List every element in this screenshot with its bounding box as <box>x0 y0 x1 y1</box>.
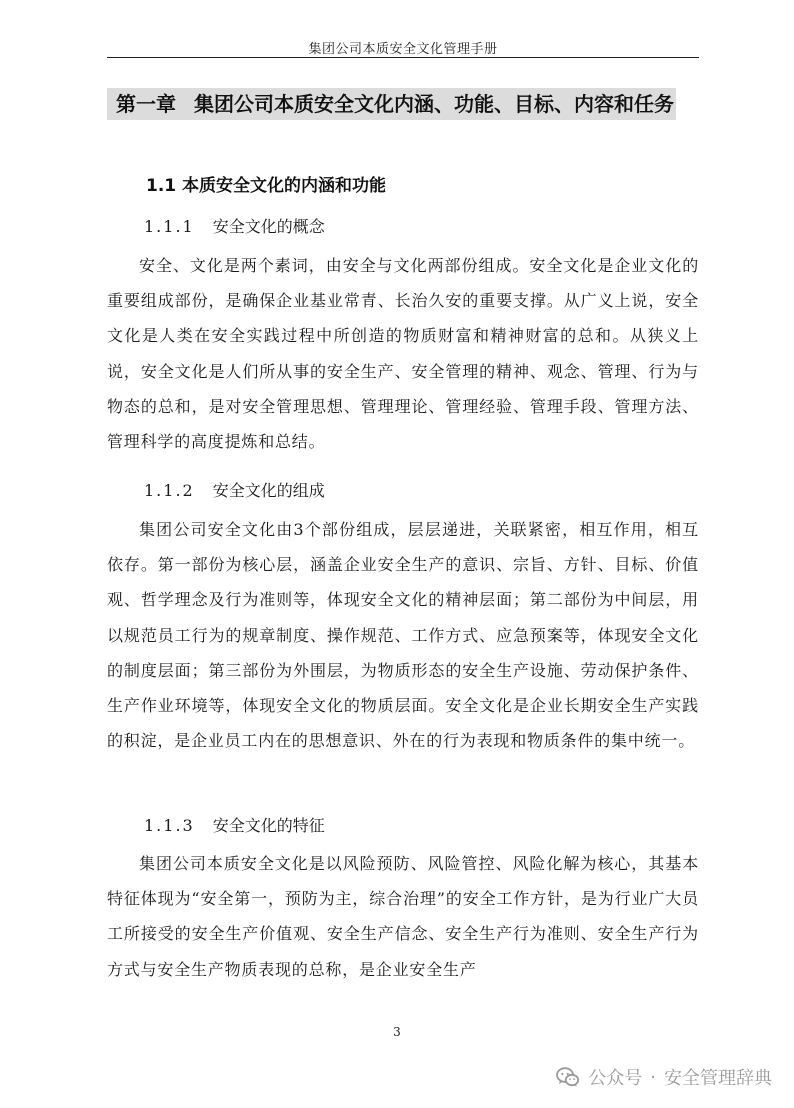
subsection-heading <box>144 812 325 840</box>
chapter-heading <box>116 90 674 118</box>
header-rule <box>107 57 699 58</box>
section-heading: 1.1 本质安全文化的内涵和功能 <box>146 176 387 196</box>
subsection-title: 安全文化的组成 <box>212 481 325 500</box>
subsection-heading <box>144 477 325 505</box>
watermark-prefix: 公众号 <box>588 1068 643 1089</box>
subsection-title: 安全文化的概念 <box>212 217 325 236</box>
watermark-separator: · <box>650 1066 656 1088</box>
paragraph: 集团公司安全文化由3个部份组成，层层递进，关联紧密，相互作用，相互依存。第一部份为核心层，涵盖企业安全生产的意识、宗旨、方针、目标、价值观、哲学理念及行为准则等，体现安全文化的精神层面；第二部份为中间层，用以规范员工行为的规章制度、操作规范、工作方式、应急预案等，体现安全文化的制度层面；第三部份为外围层，为物质形态的安全生产设施、劳动保护条件、生产作业环境等，体现安全文化的物质层面。安全文化是企业长期安全生产实践的积淀，是企业员工内在的思想意识、外在的行为表现和物质条件的集中统一。 <box>107 520 699 751</box>
subsection-title: 安全文化的特征 <box>212 816 325 835</box>
page-number: 3 <box>393 1025 401 1039</box>
wechat-icon <box>556 1066 580 1088</box>
watermark <box>556 1064 772 1090</box>
paragraph: 安全、文化是两个素词，由安全与文化两部份组成。安全文化是企业文化的重要组成部份，是确保企业基业常青、长治久安的重要支撑。从广义上说，安全文化是人类在安全实践过程中所创造的物质财富和精神财富的总和。从狭义上说，安全文化是人们所从事的安全生产、安全管理的精神、观念、管理、行为与物态的总和，是对安全管理思想、管理理论、管理经验、管理手段、管理方法、管理科学的高度提炼和总结。 <box>107 256 699 452</box>
chapter-number: 第一章 <box>116 92 176 116</box>
watermark-account: 安全管理辞典 <box>664 1068 772 1089</box>
subsection-heading <box>144 213 325 241</box>
subsection-number: 1.1.3 <box>144 816 195 835</box>
subsection-number: 1.1.1 <box>144 217 195 236</box>
subsection-number: 1.1.2 <box>144 481 195 500</box>
running-header: 集团公司本质安全文化管理手册 <box>308 42 498 57</box>
paragraph: 集团公司本质安全文化是以风险预防、风险管控、风险化解为核心，其基本特征体现为“安全第一，预防为主，综合治理”的安全工作方针，是为行业广大员工所接受的安全生产价值观、安全生产信念、安全生产行为准则、安全生产行为方式与安全生产物质表现的总称，是企业安全生产 <box>107 854 699 979</box>
chapter-title: 集团公司本质安全文化内涵、功能、目标、内容和任务 <box>194 92 674 116</box>
